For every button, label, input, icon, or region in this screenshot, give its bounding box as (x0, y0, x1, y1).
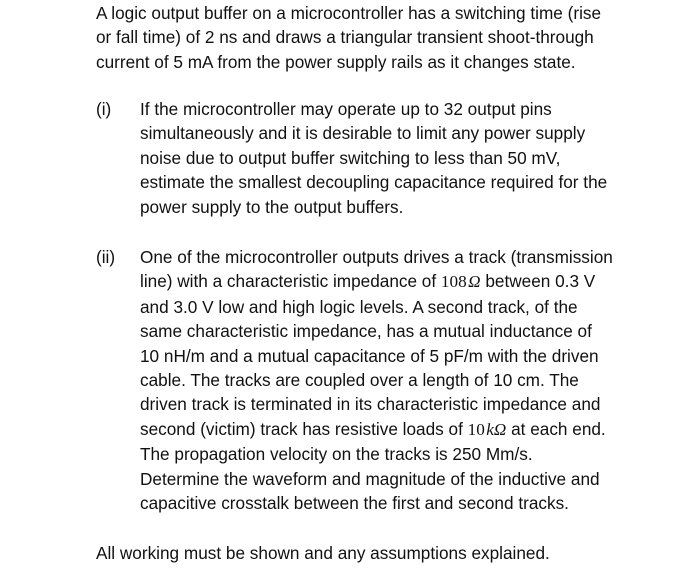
part-i-line: simultaneously and it is desirable to limit any power supply (140, 123, 586, 144)
part-i-line: If the microcontroller may operate up to 32 output pins (140, 99, 552, 119)
intro-line: or fall time) of 2 ns and draws a triangular transient shoot-through (96, 27, 594, 48)
kilo-ohm-unit: kΩ (486, 419, 507, 439)
part-ii-line: driven track is terminated in its characteristic impedance and (140, 394, 601, 415)
part-i-line: noise due to output buffer switching to less than 50 mV, (140, 147, 561, 168)
part-ii-line8-pre: second (victim) track has resistive loads of (140, 418, 468, 439)
intro-line: current of 5 mA from the power supply rails as it changes state. (96, 51, 576, 72)
part-ii-line: The propagation velocity on the tracks is 250 Mm/s. (140, 444, 533, 465)
ohm-unit: Ω (468, 272, 481, 292)
load-value: 10 (467, 419, 485, 439)
part-ii-marker: (ii) (96, 247, 116, 267)
impedance-value: 108 (440, 272, 467, 292)
part-ii-line: capacitive crosstalk between the first and second tracks. (140, 493, 569, 514)
part-i-text (140, 97, 680, 219)
part-ii-line: cable. The tracks are coupled over a length of 10 cm. The (140, 370, 579, 391)
part-ii-line (140, 269, 680, 294)
part-ii-text (140, 245, 680, 515)
closing-instruction: All working must be shown and any assumptions explained. (96, 543, 550, 563)
part-ii-line: Determine the waveform and magnitude of the inductive and (140, 468, 600, 489)
part-ii-line: same characteristic impedance, has a mutual inductance of (140, 321, 592, 342)
part-ii-line (140, 417, 680, 442)
part-ii-line2-post: between 0.3 V (480, 271, 596, 292)
part-ii-line: One of the microcontroller outputs drives a track (transmission (140, 247, 613, 267)
part-i-line: power supply to the output buffers. (140, 196, 404, 217)
part-ii-line2-pre: line) with a characteristic impedance of (140, 271, 441, 292)
part-ii-line: and 3.0 V low and high logic levels. A second track, of the (140, 296, 578, 317)
intro-line: A logic output buffer on a microcontroller has a switching time (rise (96, 3, 602, 23)
part-ii-line8-post: at each end. (506, 418, 606, 439)
part-i-marker: (i) (96, 99, 112, 119)
intro-paragraph (96, 1, 676, 74)
part-i-line: estimate the smallest decoupling capacitance required for the (140, 172, 608, 193)
part-ii-line: 10 nH/m and a mutual capacitance of 5 pF/m with the driven (140, 345, 599, 366)
